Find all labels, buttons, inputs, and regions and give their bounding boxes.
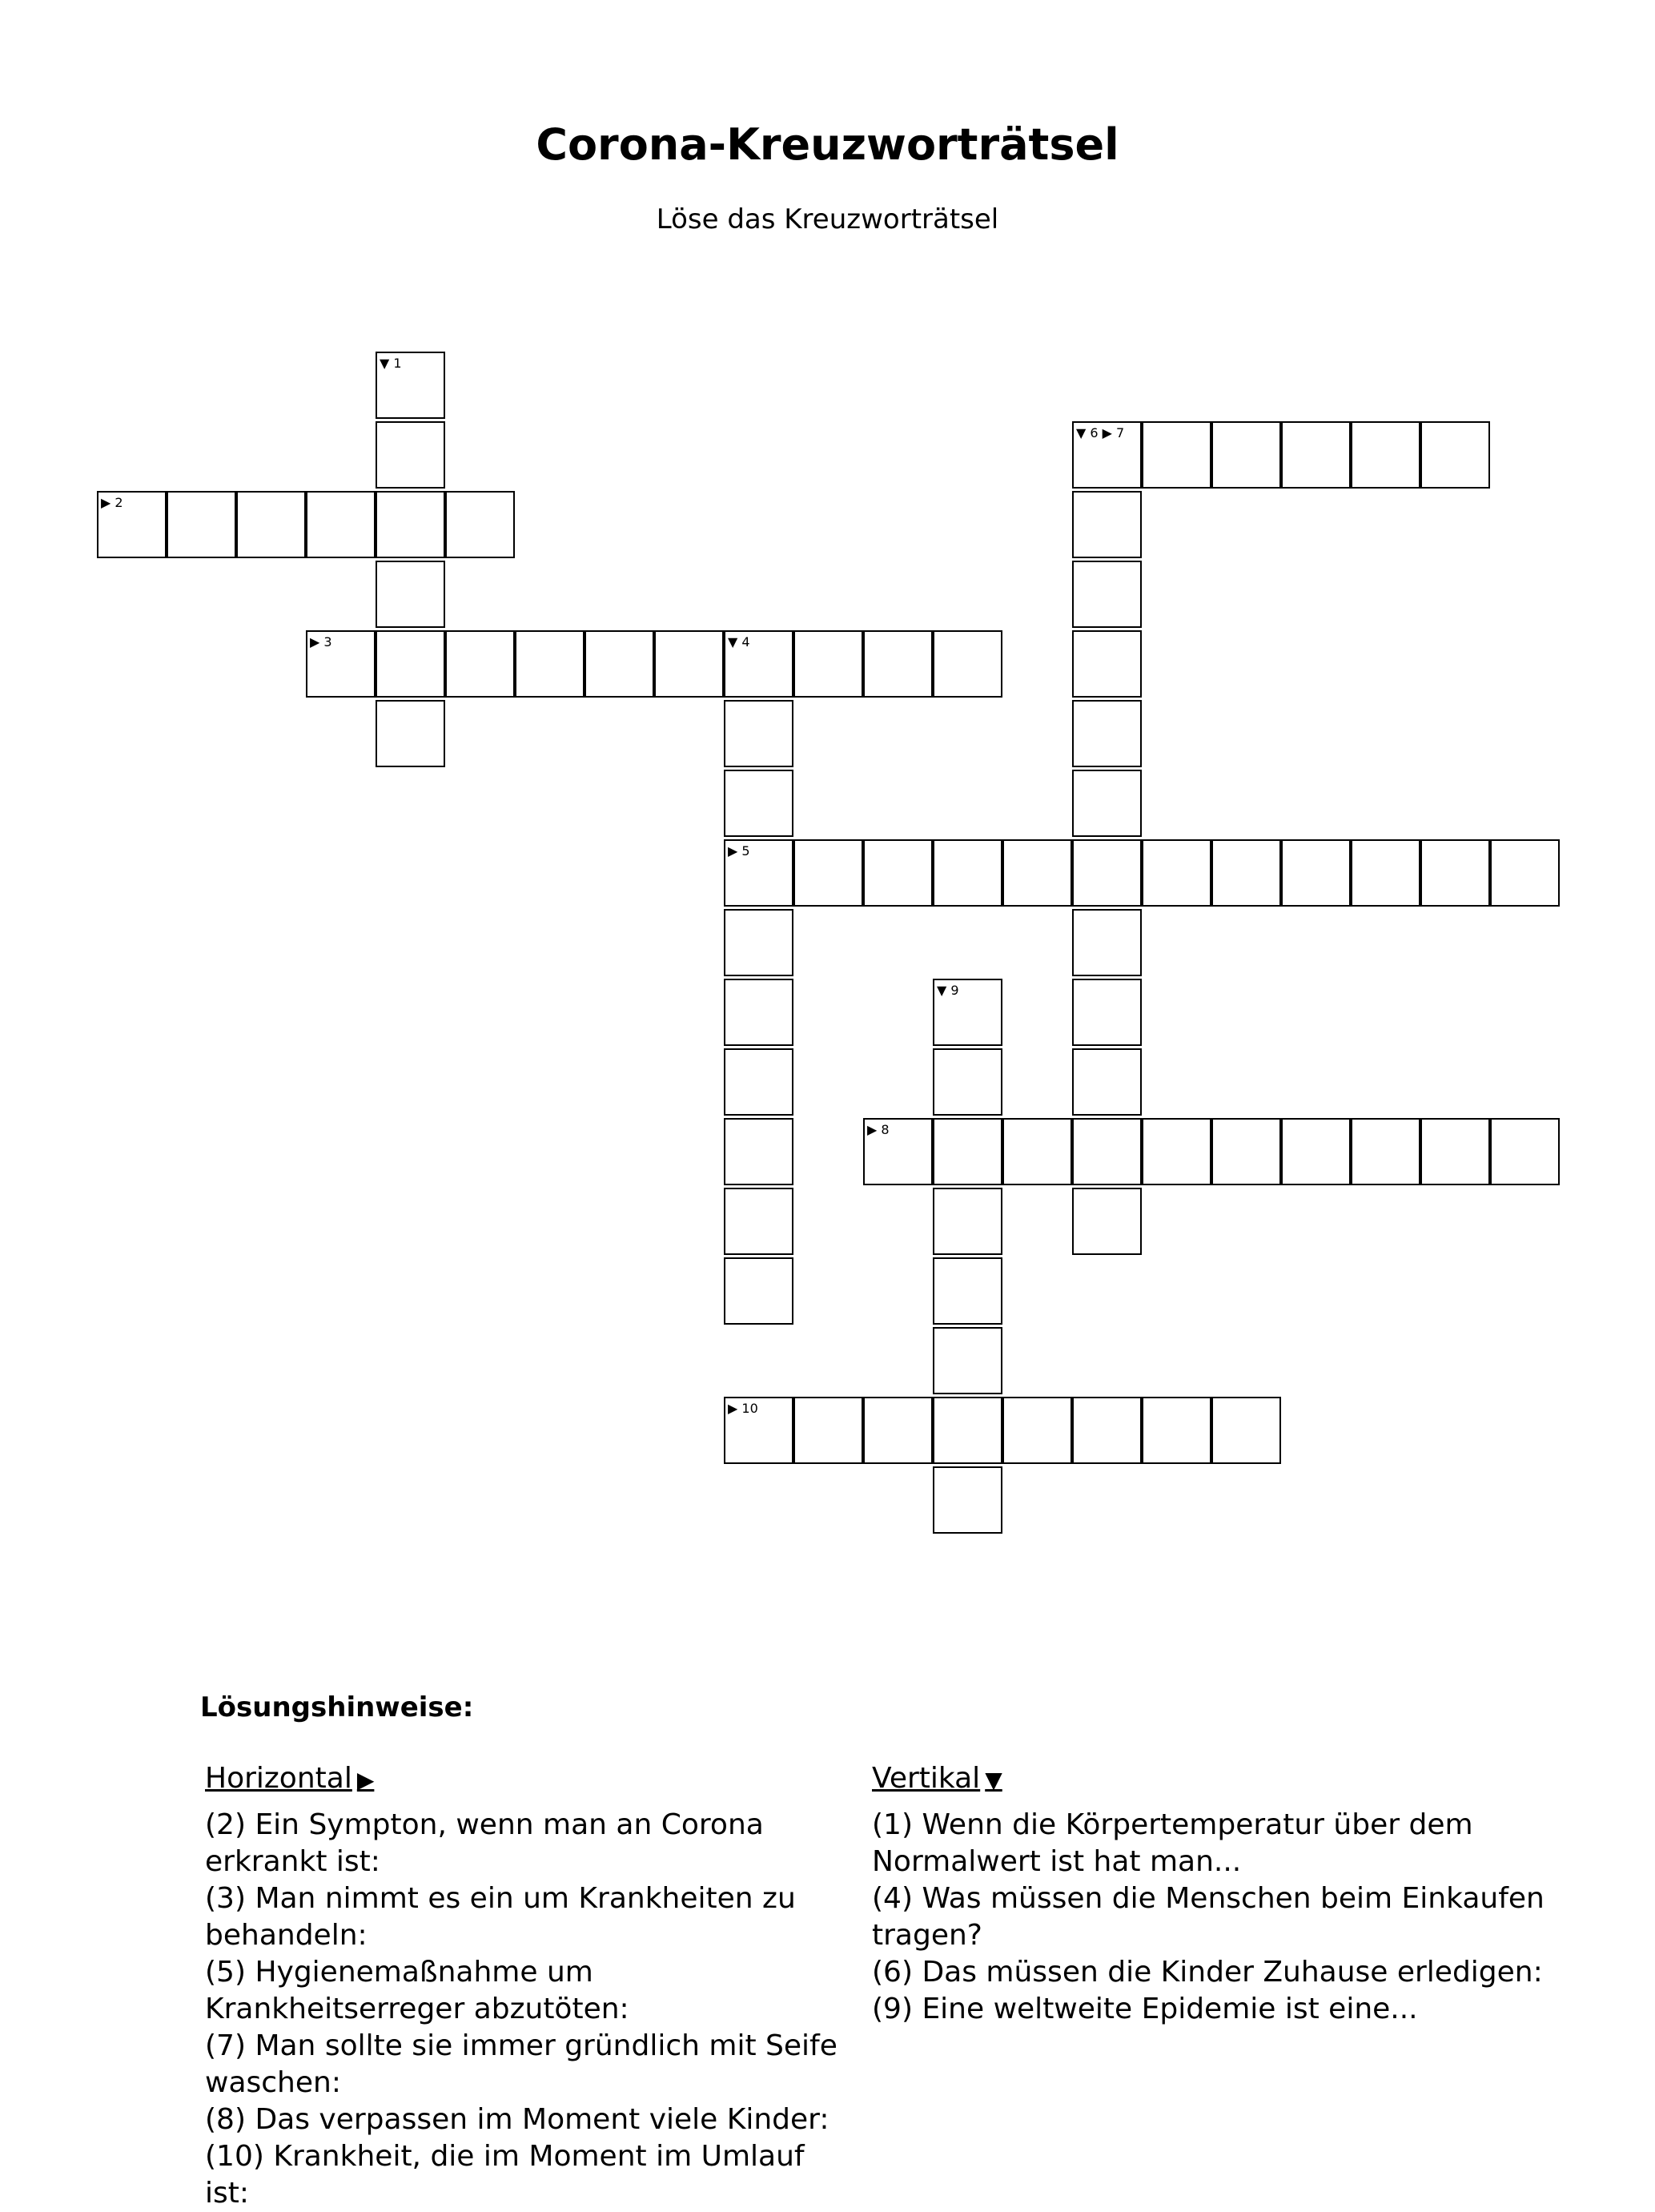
- grid-cell[interactable]: [933, 1118, 1002, 1185]
- grid-cell[interactable]: [724, 770, 793, 837]
- grid-cell[interactable]: [1281, 839, 1351, 907]
- grid-cell[interactable]: [1420, 839, 1490, 907]
- grid-cell[interactable]: [1002, 1397, 1072, 1464]
- vertical-clue: (1) Wenn die Körpertemperatur über dem Normalwert ist hat man...: [872, 1808, 1473, 1878]
- grid-cell[interactable]: [1072, 1188, 1142, 1255]
- clue-number: ▼ 6 ▶ 7: [1076, 425, 1125, 440]
- grid-cell[interactable]: [1142, 1118, 1211, 1185]
- vertical-clues: [872, 1760, 1577, 2028]
- vertical-heading: [872, 1760, 1577, 1799]
- clue-number: ▶ 10: [728, 1401, 758, 1416]
- grid-cell[interactable]: [1072, 491, 1142, 558]
- vertical-clue: (6) Das müssen die Kinder Zuhause erledigen:: [872, 1956, 1543, 1989]
- clue-number: ▶ 5: [728, 843, 750, 859]
- grid-cell[interactable]: [933, 1327, 1002, 1394]
- grid-cell[interactable]: [724, 1118, 793, 1185]
- grid-cell[interactable]: [445, 491, 515, 558]
- grid-cell[interactable]: [933, 1048, 1002, 1116]
- grid-cell[interactable]: [1142, 1397, 1211, 1464]
- grid-cell[interactable]: [1281, 1118, 1351, 1185]
- grid-cell[interactable]: [654, 630, 724, 698]
- grid-cell[interactable]: [306, 491, 376, 558]
- vertical-clue: (9) Eine weltweite Epidemie ist eine...: [872, 1993, 1418, 2025]
- grid-cell[interactable]: [793, 1397, 863, 1464]
- grid-cell[interactable]: [167, 491, 236, 558]
- clues-heading: Lösungshinweise:: [200, 1691, 474, 1723]
- grid-cell[interactable]: [1142, 839, 1211, 907]
- horizontal-clue: (3) Man nimmt es ein um Krankheiten zu behandeln:: [205, 1882, 796, 1952]
- vertical-clue: (4) Was müssen die Menschen beim Einkaufen tragen?: [872, 1882, 1545, 1952]
- grid-cell[interactable]: [1072, 421, 1142, 489]
- grid-cell[interactable]: [724, 630, 793, 698]
- horizontal-clue: (8) Das verpassen im Moment viele Kinder:: [205, 2103, 830, 2136]
- arrow-right-icon: ▶: [356, 1767, 375, 1793]
- grid-cell[interactable]: [1002, 839, 1072, 907]
- grid-cell[interactable]: [1490, 1118, 1560, 1185]
- grid-cell[interactable]: [1072, 770, 1142, 837]
- horizontal-clue: (5) Hygienemaßnahme um Krankheitserreger abzutöten:: [205, 1956, 629, 2025]
- horizontal-clue: (10) Krankheit, die im Moment im Umlauf ist:: [205, 2140, 805, 2210]
- grid-cell[interactable]: [376, 561, 445, 628]
- horizontal-heading: [205, 1760, 846, 1799]
- grid-cell[interactable]: [1490, 839, 1560, 907]
- grid-cell[interactable]: [236, 491, 306, 558]
- grid-cell[interactable]: [1281, 421, 1351, 489]
- grid-cell[interactable]: [793, 839, 863, 907]
- grid-cell[interactable]: [1420, 421, 1490, 489]
- arrow-down-icon: ▼: [985, 1767, 1002, 1793]
- grid-cell[interactable]: [376, 352, 445, 419]
- grid-cell[interactable]: [933, 630, 1002, 698]
- grid-cell[interactable]: [97, 491, 167, 558]
- grid-cell[interactable]: [1211, 1118, 1281, 1185]
- grid-cell[interactable]: [376, 630, 445, 698]
- grid-cell[interactable]: [1002, 1118, 1072, 1185]
- grid-cell[interactable]: [1072, 1048, 1142, 1116]
- grid-cell[interactable]: [933, 1466, 1002, 1534]
- grid-cell[interactable]: [724, 909, 793, 976]
- horizontal-clue: (7) Man sollte sie immer gründlich mit Seife waschen:: [205, 2029, 838, 2099]
- horizontal-clue: (2) Ein Sympton, wenn man an Corona erkrankt ist:: [205, 1808, 764, 1878]
- grid-cell[interactable]: [724, 700, 793, 767]
- grid-cell[interactable]: [933, 839, 1002, 907]
- grid-cell[interactable]: [724, 979, 793, 1046]
- vertical-title: Vertikal: [872, 1762, 981, 1795]
- grid-cell[interactable]: [1211, 1397, 1281, 1464]
- clue-number: ▼ 9: [937, 983, 959, 998]
- grid-cell[interactable]: [1072, 561, 1142, 628]
- grid-cell[interactable]: [1420, 1118, 1490, 1185]
- grid-cell[interactable]: [1211, 421, 1281, 489]
- grid-cell[interactable]: [724, 839, 793, 907]
- grid-cell[interactable]: [1072, 1397, 1142, 1464]
- grid-cell[interactable]: [1072, 700, 1142, 767]
- clue-number: ▶ 8: [867, 1122, 890, 1137]
- grid-cell[interactable]: [1351, 421, 1420, 489]
- page-subtitle: Löse das Kreuzworträtsel: [656, 203, 999, 235]
- clue-number: ▼ 4: [728, 634, 750, 650]
- grid-cell[interactable]: [724, 1048, 793, 1116]
- grid-cell[interactable]: [1211, 839, 1281, 907]
- page-title: Corona-Kreuzworträtsel: [536, 119, 1119, 170]
- grid-cell[interactable]: [793, 630, 863, 698]
- grid-cell[interactable]: [933, 1397, 1002, 1464]
- grid-cell[interactable]: [863, 1118, 933, 1185]
- grid-cell[interactable]: [306, 630, 376, 698]
- grid-cell[interactable]: [376, 421, 445, 489]
- grid-cell[interactable]: [1142, 421, 1211, 489]
- grid-cell[interactable]: [1072, 979, 1142, 1046]
- grid-cell[interactable]: [863, 839, 933, 907]
- clue-number: ▼ 1: [380, 356, 402, 371]
- grid-cell[interactable]: [515, 630, 584, 698]
- horizontal-clues: [205, 1760, 846, 2212]
- grid-cell[interactable]: [933, 979, 1002, 1046]
- grid-cell[interactable]: [584, 630, 654, 698]
- grid-cell[interactable]: [1351, 839, 1420, 907]
- clue-number: ▶ 2: [101, 495, 123, 510]
- grid-cell[interactable]: [1072, 1118, 1142, 1185]
- grid-cell[interactable]: [376, 491, 445, 558]
- grid-cell[interactable]: [724, 1397, 793, 1464]
- grid-cell[interactable]: [445, 630, 515, 698]
- grid-cell[interactable]: [1351, 1118, 1420, 1185]
- grid-cell[interactable]: [1072, 630, 1142, 698]
- grid-cell[interactable]: [724, 1188, 793, 1255]
- grid-cell[interactable]: [863, 630, 933, 698]
- grid-cell[interactable]: [1072, 839, 1142, 907]
- grid-cell[interactable]: [933, 1188, 1002, 1255]
- clue-number: ▶ 3: [310, 634, 332, 650]
- grid-cell[interactable]: [376, 700, 445, 767]
- grid-cell[interactable]: [724, 1257, 793, 1325]
- grid-cell[interactable]: [863, 1397, 933, 1464]
- grid-cell[interactable]: [1072, 909, 1142, 976]
- grid-cell[interactable]: [933, 1257, 1002, 1325]
- horizontal-title: Horizontal: [205, 1762, 352, 1795]
